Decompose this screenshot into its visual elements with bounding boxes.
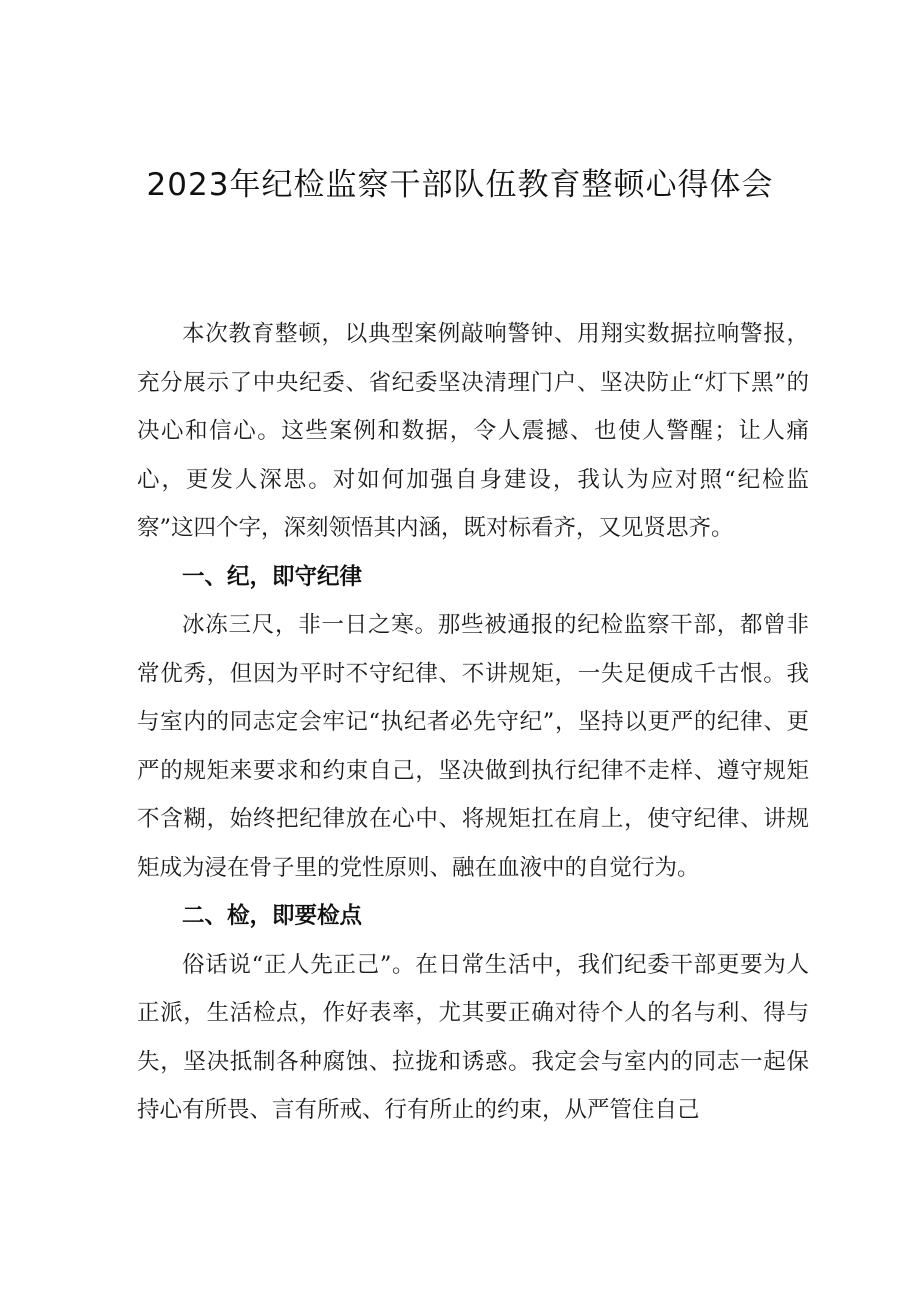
section-heading-inspection: 二、检，即要检点 [182, 903, 363, 929]
section-paragraph-inspection: 俗话说“正人先正己”。在日常生活中，我们纪委干部更要为人正派，生活检点，作好表率，尤其要正确对待个人的名与利、得与失，坚决抵制各种腐蚀、拉拢和诱惑。我定会与室内的同志一起保持心有所畏、言有所戒、行有所止的约束，从严管住自己 [137, 951, 809, 1123]
document-title: 2023年纪检监察干部队伍教育整顿心得体会 [146, 167, 774, 203]
section-paragraph-discipline: 冰冻三尺，非一日之寒。那些被通报的纪检监察干部，都曾非常优秀，但因为平时不守纪律、不讲规矩，一失足便成千古恨。我与室内的同志定会牢记“执纪者必先守纪”，坚持以更严的纪律、更严的规矩来要求和约束自己，坚决做到执行纪律不走样、遵守规矩不含糊，始终把纪律放在心中、将规矩扛在肩上，使守纪律、讲规矩成为浸在骨子里的党性原则、融在血液中的自觉行为。 [137, 612, 809, 881]
document-body [137, 310, 809, 1135]
intro-paragraph: 本次教育整顿，以典型案例敲响警钟、用翔实数据拉响警报，充分展示了中央纪委、省纪委坚决清理门户、坚决防止“灯下黑”的决心和信心。这些案例和数据，令人震撼、也使人警醒；让人痛心，更发人深思。对如何加强自身建设，我认为应对照“纪检监察”这四个字，深刻领悟其内涵，既对标看齐，又见贤思齐。 [137, 321, 809, 541]
section-heading-discipline: 一、纪，即守纪律 [182, 563, 363, 590]
